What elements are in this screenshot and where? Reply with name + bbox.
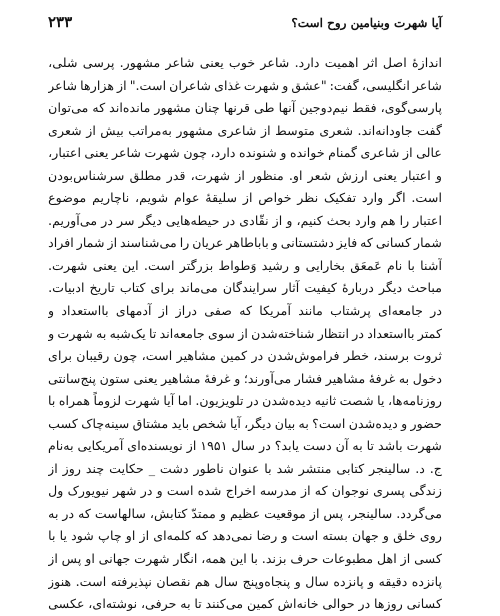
text-line: حضور و دیده‌شدن است؟ به بیان دیگر، آیا شخص باید مشتاق سینه‌چاک کسب bbox=[48, 415, 442, 431]
text-line: گفت جاودانه‌اند. شعری متوسط از شاعری مشهور به‌مراتب بیش از شعری bbox=[48, 122, 442, 138]
text-line: روی خلق و جهان بسته است و رضا نمی‌دهد که کلمه‌ای از او چاپ شود یا با bbox=[48, 528, 442, 544]
text-line: کسی از اهل مطبوعات حرف بزند. با این همه، انگار شهرت جهانی او پس از bbox=[48, 551, 442, 567]
text-line: شهرت باشد تا به آن دست یابد؟ در سال ۱۹۵۱ از نویسنده‌ای آمریکایی به‌نام bbox=[48, 438, 442, 454]
text-line: دخول به غرفهٔ مشاهیر فشار می‌آورند؛ و غرفهٔ مشاهیر یعنی ستون پنج‌سانتی bbox=[48, 370, 442, 386]
text-line: آشنا با نام عَمعَق بخارایی و رشید وَطواط بزرگتر است. این یعنی شهرت. bbox=[48, 257, 442, 273]
text-line: پانزده دقیقه و پانزده سال و پنجاه‌وپنج سال هم نقصان نپذیرفته است. هنوز bbox=[48, 573, 442, 589]
text-line: پارسی‌گوی، فقط نیم‌دوجین آنها طی قرنها چنان مشهور مانده‌اند که می‌توان bbox=[48, 100, 442, 116]
text-line: ج. د. سالینجر کتابی منتشر شد با عنوان ناطور دشت _ حکایت چند روز از bbox=[48, 460, 442, 476]
text-line: اعتبار را هم وارد بحث کنیم، و از نقّادی در حیطه‌هایی دیگر سر در می‌آوریم. bbox=[48, 212, 442, 228]
text-line: کسانی روزها در حوالی خانه‌اش کمین می‌کنند تا به حرفی، نوشته‌ای، عکسی bbox=[48, 596, 442, 612]
text-line: ثروت برسند، خطر فراموش‌شدن در کمین مشاهیر است، چون رقیبان برای bbox=[48, 348, 442, 364]
text-line: کمتر بااستعداد در انتظار شناخته‌شدن از سوی جامعه‌اند تا یک‌شبه به شهرت و bbox=[48, 325, 442, 341]
text-line: اندازهٔ اصل اثر اهمیت دارد. شاعر خوب یعنی شاعر مشهور. پرسی شلی، bbox=[48, 55, 442, 70]
body-text bbox=[48, 52, 442, 612]
text-line: شمار کسانی که فایز دشتستانی و باباطاهر عریان را می‌شناسند از شمار افراد bbox=[48, 235, 442, 251]
text-line: است. اگر وارد تفکیک نظر خواص از سلیقهٔ عوام شویم، ناچاریم موضوع bbox=[48, 190, 442, 206]
text-line: زندگی پسری نوجوان که از مدرسه اخراج شده است و در شهر نیویورک ول bbox=[48, 483, 442, 499]
text-line: و اعتبار یعنی ارزش شعر او. منظور از شهرت، قدر مطلق سرشناس‌بودن bbox=[48, 167, 442, 183]
text-line: مباحث دیگر دربارهٔ کیفیت آثار سرایندگان می‌ماند برای کتاب تاریخ ادبیات. bbox=[48, 280, 442, 296]
text-line: در جامعه‌ای پرشتاب مانند آمریکا که صفی دراز از آدمهای بااستعداد و bbox=[48, 303, 442, 319]
text-line: روزنامه‌ها، یا شصت ثانیه دیده‌شدن در تلویزیون. اما آیا شهرت لزوماً همراه با bbox=[48, 393, 442, 409]
running-header bbox=[0, 10, 500, 38]
text-line: می‌گردد. سالینجر، پس از موقعیت عظیم و ممتدّ کتابش، سالهاست که در به bbox=[48, 505, 442, 521]
text-line: شاعر انگلیسی، گفت: "عشق و شهرت غذای شاعران است." از هزارها شاعر bbox=[48, 77, 442, 93]
running-title: آیا شهرت وبنیامین روح است؟ bbox=[291, 16, 442, 30]
text-line: عالی از شاعری گمنام خوانده و شنونده دارد، چون شهرت شاعر یعنی اعتبار، bbox=[48, 145, 442, 161]
page-number: ۲۳۳ bbox=[48, 13, 73, 31]
